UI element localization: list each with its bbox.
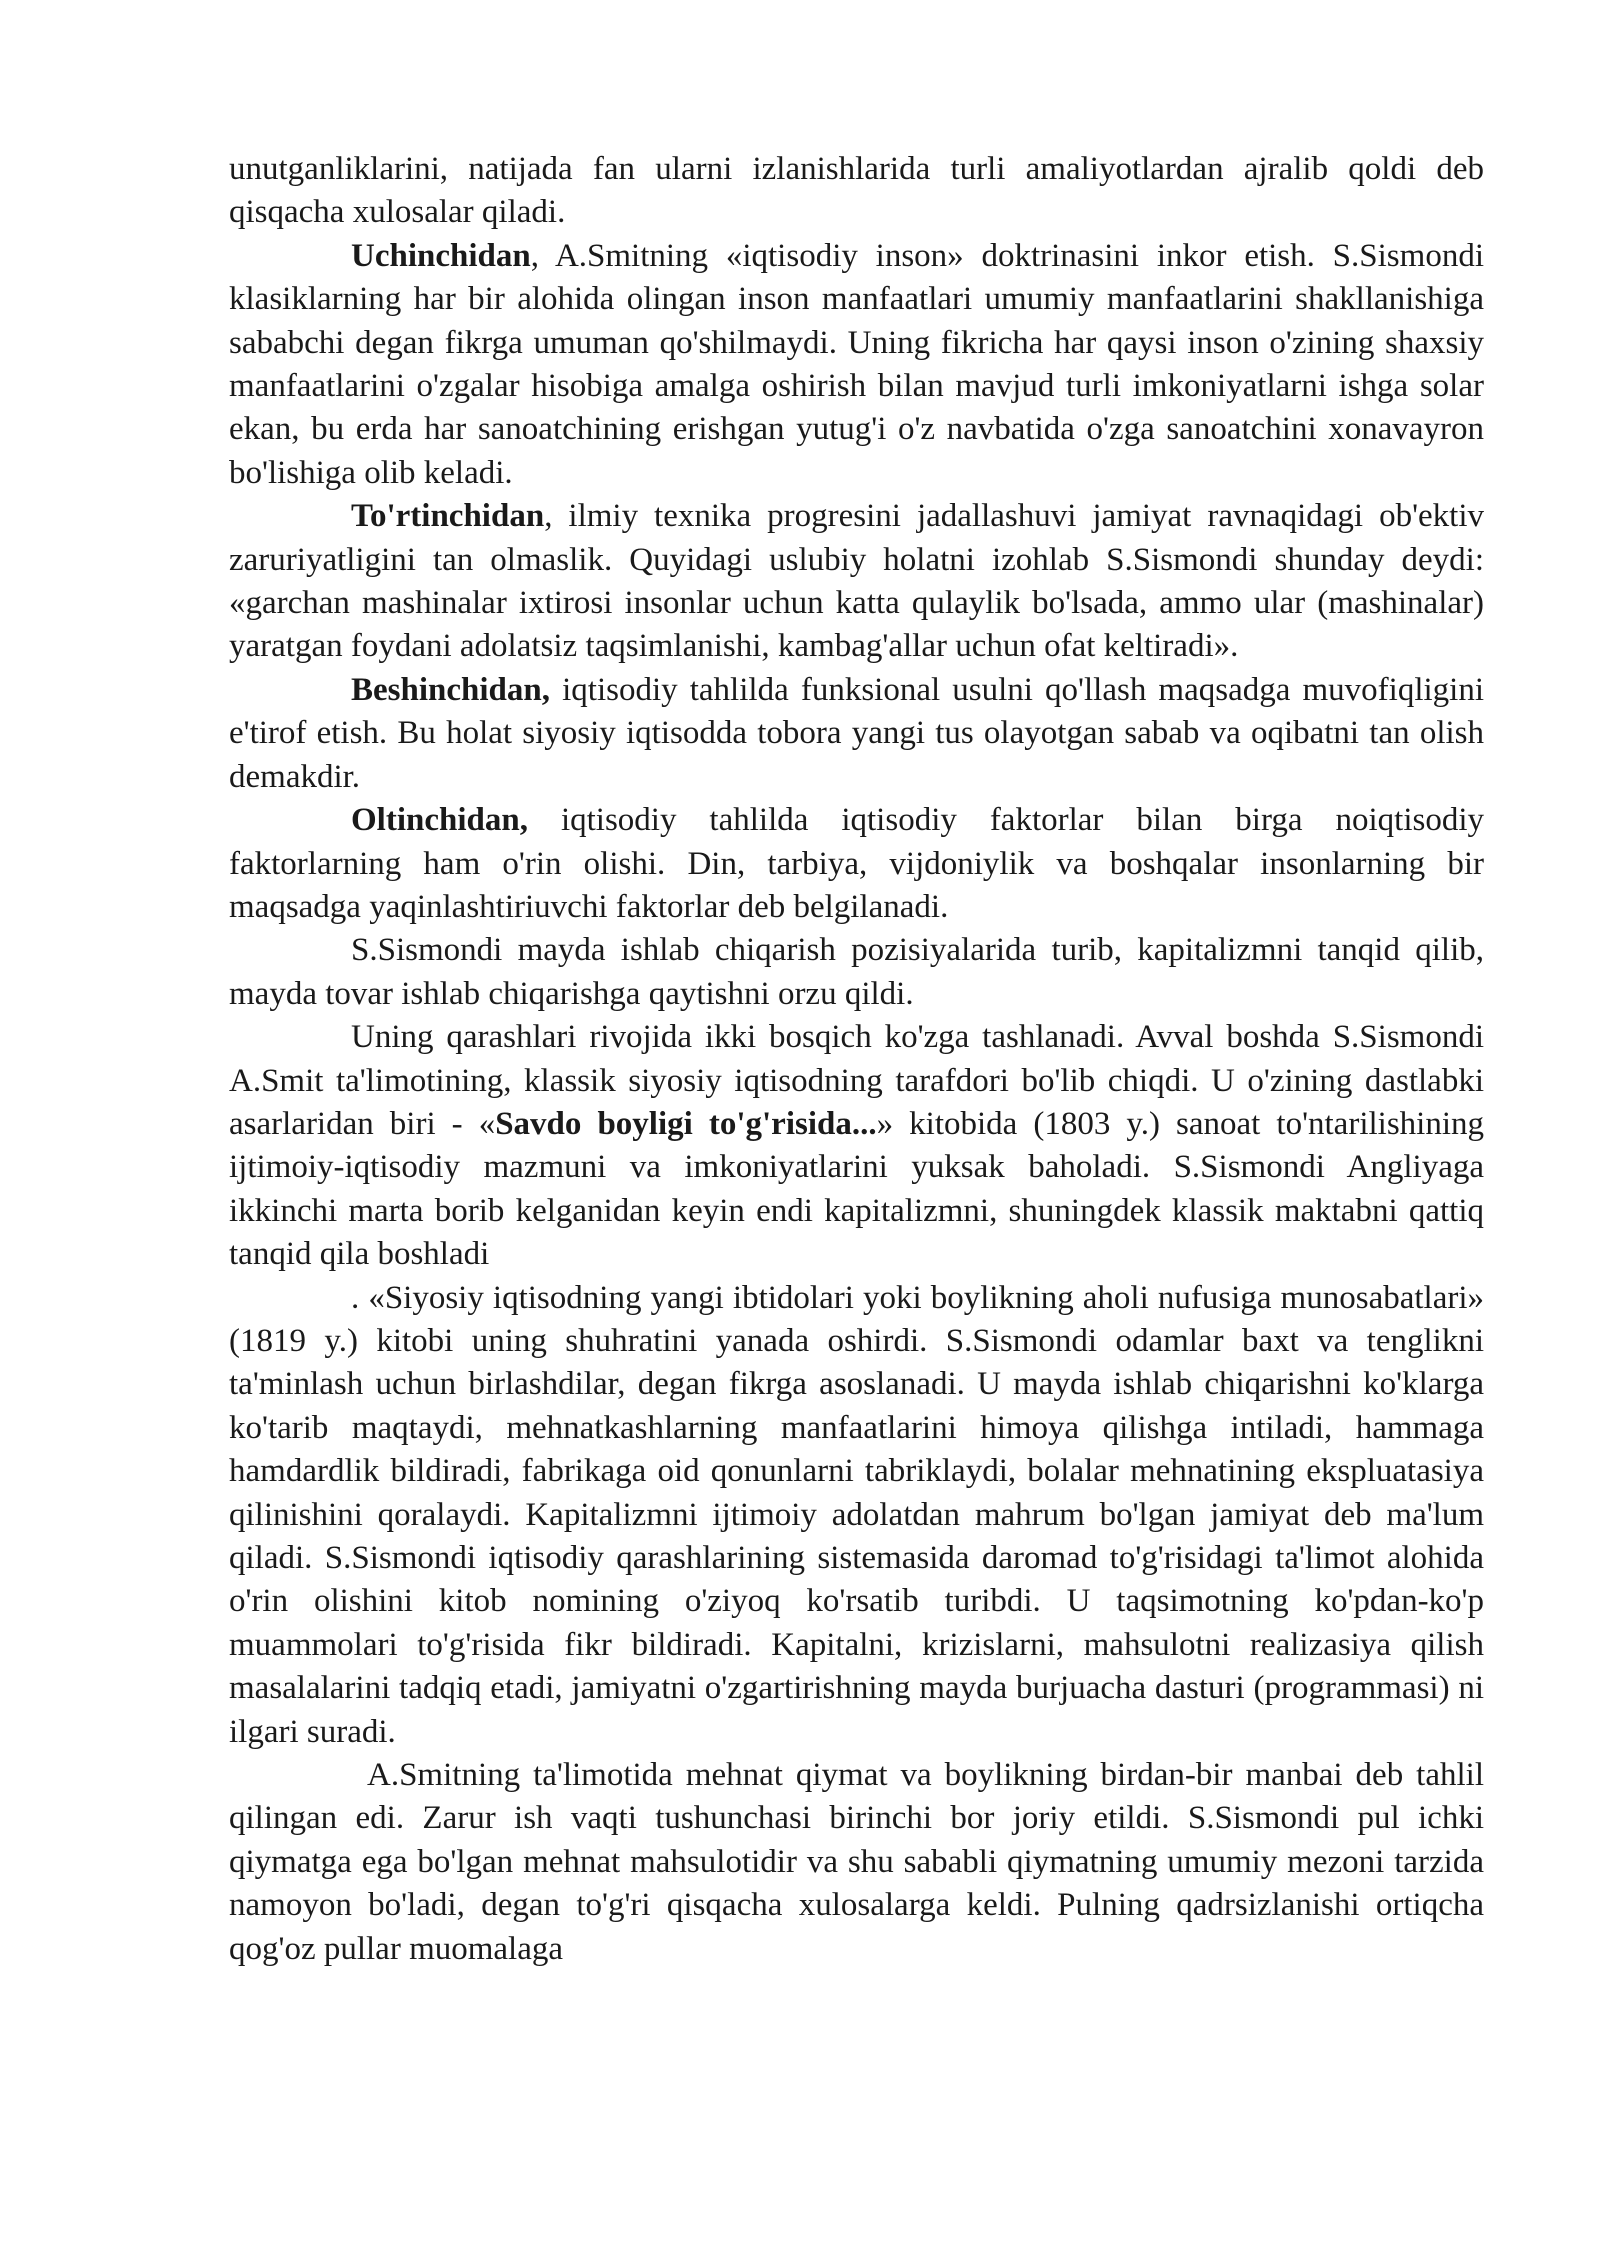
document-page <box>229 148 1484 1971</box>
paragraph-text: Uning qarashlari rivojida ikki bosqich ko'zga tashlanadi. Avval boshda S.Sismondi A.Smit ta'limotining, klassik siyosiy iqtisodning tarafdori bo'lib chiqdi. U o'zining dastlabki asarlaridan biri - « <box>229 1019 1484 1142</box>
paragraph-keyword: Uchinchidan <box>351 237 531 274</box>
paragraph-smith-labour-value <box>229 1754 1484 1971</box>
paragraph-keyword: Oltinchidan, <box>351 802 528 839</box>
book-title: Savdo boyligi to'g'risida... <box>495 1105 877 1142</box>
paragraph-new-principles <box>229 1277 1484 1754</box>
paragraph-oltinchidan <box>229 799 1484 929</box>
paragraph-text: S.Sismondi mayda ishlab chiqarish pozisiyalarida turib, kapitalizmni tanqid qilib, mayda tovar ishlab chiqarishga qaytishni orzu qildi. <box>229 932 1484 1012</box>
paragraph-text: unutganliklarini, natijada fan ularni izlanishlarida turli amaliyotlardan ajralib qoldi deb qisqacha xulosalar qiladi. <box>229 151 1484 231</box>
paragraph-keyword: Beshinchidan, <box>351 671 550 708</box>
paragraph-tortinchidan <box>229 495 1484 669</box>
paragraph-text: , ilmiy texnika progresini jadallashuvi jamiyat ravnaqidagi ob'ektiv zaruriyatligini tan olmaslik. Quyidagi uslubiy holatni izohlab S.Sismondi shunday deydi: «garchan mashinalar ixtirosi insonlar uchun katta qulaylik bo'lsada, ammo ular (mashinalar) yaratgan foydani adolatsiz taqsimlanishi, kambag'allar uchun ofat keltiradi». <box>229 498 1484 665</box>
paragraph-continuation <box>229 148 1484 235</box>
paragraph-text: iqtisodiy tahlilda funksional usulni qo'llash maqsadga muvofiqligini e'tirof etish. Bu holat siyosiy iqtisodda tobora yangi tus olayotgan sabab va oqibatni tan olish demakdir. <box>229 671 1484 795</box>
paragraph-text: . «Siyosiy iqtisodning yangi ibtidolari yoki boylikning aholi nufusiga munosabatlari» (1819 y.) kitobi uning shuhratini yanada oshirdi. S.Sismondi odamlar baxt va tenglikni ta'minlash uchun birlashdilar, degan fikrga asoslanadi. U mayda ishlab chiqarishni ko'klarga ko'tarib maqtaydi, mehnatkashlarning manfaatlarini himoya qilishga intiladi, hammaga hamdardlik bildiradi, fabrikaga oid qonunlarni tabriklaydi, bolalar mehnatining ekspluatasiya qilinishini qoralaydi. Kapitalizmni ijtimoiy adolatdan mahrum bo'lgan jamiyat deb ma'lum qiladi. S.Sismondi iqtisodiy qarashlarining sistemasida daromad to'g'risidagi ta'limot alohida o'rin olishini kitob nomining o'ziyoq ko'rsatib turibdi. U taqsimotning ko'pdan-ko'p muammolari to'g'risida fikr bildiradi. Kapitalni, krizislarni, mahsulotni realizasiya qilish masalalarini tadqiq etadi, jamiyatni o'zgartirishning mayda burjuacha dasturi (programmasi) ni ilgari suradi. <box>229 1279 1484 1750</box>
paragraph-beshinchidan <box>229 669 1484 799</box>
paragraph-text: iqtisodiy tahlilda iqtisodiy faktorlar bilan birga noiqtisodiy faktorlarning ham o'rin olishi. Din, tarbiya, vijdoniylik va boshqalar insonlarning bir maqsadga yaqinlashtiriuvchi faktorlar deb belgilanadi. <box>229 802 1484 925</box>
paragraph-text: » kitobida (1803 y.) sanoat to'ntarilishining ijtimoiy-iqtisodiy mazmuni va imkoniyatlarini yuksak baholadi. S.Sismondi Angliyaga ikkinchi marta borib kelganidan keyin endi kapitalizmni, shuningdek klassik maktabni qattiq tanqid qila boshladi <box>229 1105 1484 1273</box>
paragraph-text: A.Smitning ta'limotida mehnat qiymat va boylikning birdan-bir manbai deb tahlil qilingan edi. Zarur ish vaqti tushunchasi birinchi bor joriy etildi. S.Sismondi pul ichki qiymatga ega bo'lgan mehnat mahsulotidir va shu sababli qiymatning umumiy mezoni tarzida namoyon bo'ladi, degan to'g'ri qisqacha xulosalarga keldi. Pulning qadrsizlanishi ortiqcha qog'oz pullar muomalaga <box>229 1757 1484 1967</box>
paragraph-sismondi-position <box>229 929 1484 1016</box>
paragraph-uchinchidan <box>229 235 1484 495</box>
paragraph-text: , A.Smitning «iqtisodiy inson» doktrinasini inkor etish. S.Sismondi klasiklarning har bir alohida olingan inson manfaatlari umumiy manfaatlarini shakllanishiga sababchi degan fikrga umuman qo'shilmaydi. Uning fikricha har qaysi inson o'zining shaxsiy manfaatlarini o'zgalar hisobiga amalga oshirish bilan mavjud turli imkoniyatlarni ishga solar ekan, bu erda har sanoatchining erishgan yutug'i o'z navbatida o'zga sanoatchini xonavayron bo'lishiga olib keladi. <box>229 237 1484 491</box>
paragraph-two-stages <box>229 1016 1484 1276</box>
paragraph-keyword: To'rtinchidan <box>351 498 545 535</box>
